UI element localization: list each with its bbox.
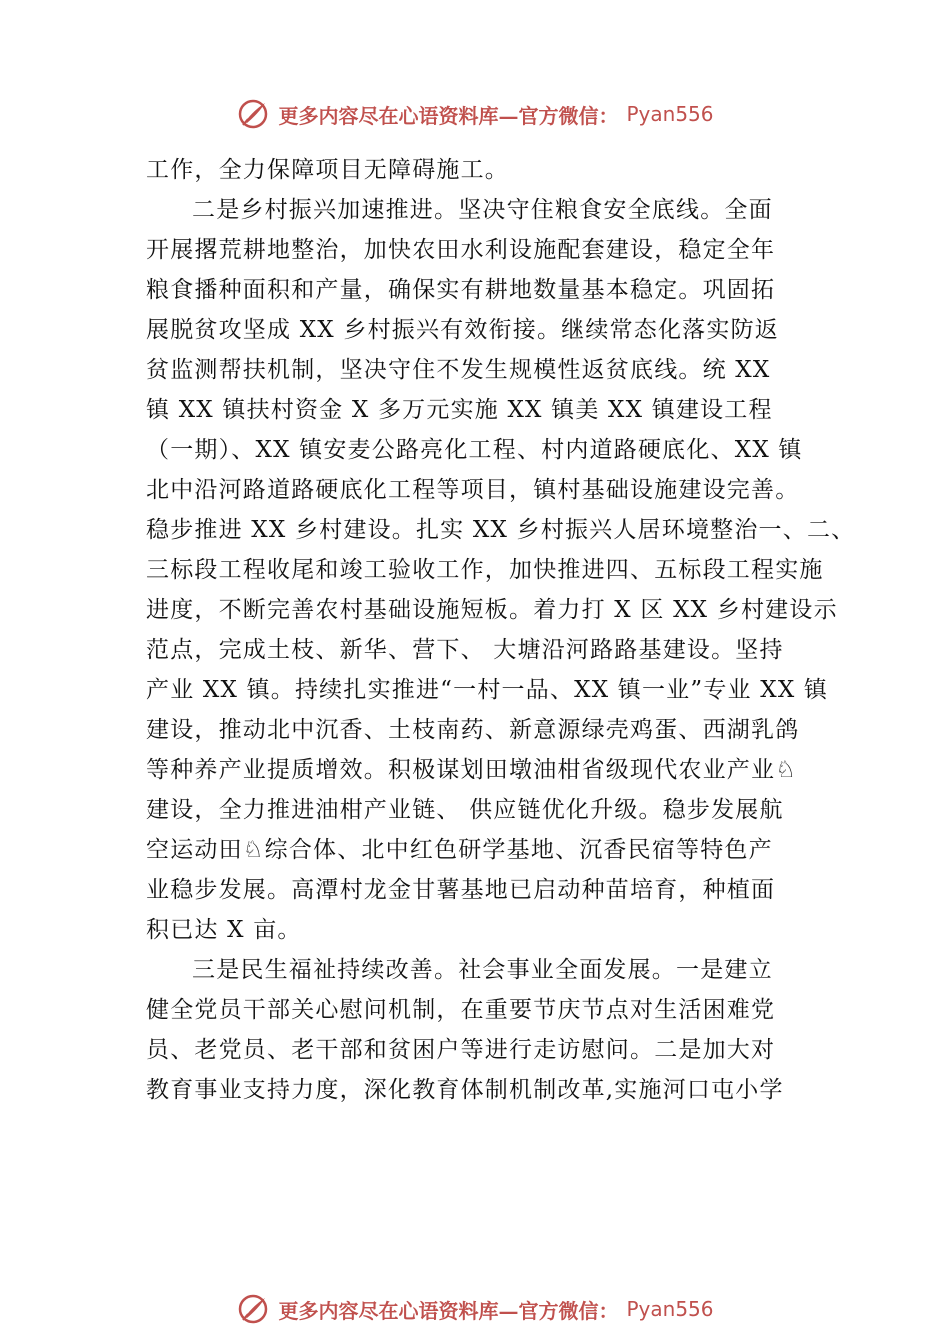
- text-line: （一期）、XX 镇安麦公路亮化工程、村内道路硬底化、XX 镇: [146, 437, 803, 463]
- text-line: 进度，不断完善农村基础设施短板。着力打 X 区 XX 乡村建设示: [146, 597, 838, 623]
- text-line: 业稳步发展。高潭村龙金甘薯基地已启动种苗培育，种植面: [146, 877, 776, 903]
- quill-seal-logo-icon: [236, 1292, 270, 1326]
- text-line: 北中沿河路道路硬底化工程等项目，镇村基础设施建设完善。: [146, 477, 800, 503]
- text-line: 积已达 X 亩。: [146, 917, 302, 943]
- watermark-contact: Pyan556: [626, 1297, 714, 1321]
- text-line: 等种养产业提质增效。积极谋划田墩油柑省级现代农业产业♘: [146, 757, 798, 783]
- paragraph-start-line: 三是民生福祉持续改善。社会事业全面发展。一是建立: [192, 957, 773, 983]
- text-line: 粮食播种面积和产量，确保实有耕地数量基本稳定。巩固拓: [146, 277, 776, 303]
- text-line: 镇 XX 镇扶村资金 X 多万元实施 XX 镇美 XX 镇建设工程: [146, 397, 773, 423]
- text-line: 范点，完成土枝、新华、营下、 大塘沿河路路基建设。坚持: [146, 637, 784, 663]
- watermark-text: 更多内容尽在心语资料库—官方微信：: [278, 103, 619, 128]
- text-line: 产业 XX 镇。持续扎实推进“一村一品、XX 镇一业”专业 XX 镇: [146, 677, 829, 703]
- paragraph-start-line: 二是乡村振兴加速推进。坚决守住粮食安全底线。全面: [192, 197, 773, 223]
- header-watermark: [0, 92, 950, 136]
- text-line: 开展撂荒耕地整治，加快农田水利设施配套建设，稳定全年: [146, 237, 776, 263]
- text-line: 健全党员干部关心慰问机制，在重要节庆节点对生活困难党: [146, 997, 776, 1023]
- text-line: 稳步推进 XX 乡村建设。扎实 XX 乡村振兴人居环境整治一、二、: [146, 517, 856, 543]
- text-line: 员、老党员、老干部和贫困户等进行走访慰问。二是加大对: [146, 1037, 776, 1063]
- text-line: 贫监测帮扶机制，坚决守住不发生规模性返贫底线。统 XX: [146, 357, 771, 383]
- text-line: 展脱贫攻坚成 XX 乡村振兴有效衔接。继续常态化落实防返: [146, 317, 779, 343]
- quill-seal-logo-icon: [236, 97, 270, 131]
- watermark-contact: Pyan556: [626, 102, 714, 126]
- text-line: 工作，全力保障项目无障碍施工。: [146, 157, 509, 183]
- text-line: 空运动田♘综合体、北中红色研学基地、沉香民宿等特色产: [146, 837, 773, 863]
- footer-watermark: [0, 1287, 950, 1331]
- text-line: 建设，推动北中沉香、土枝南药、新意源绿壳鸡蛋、西湖乳鸽: [146, 717, 800, 743]
- text-line: 建设，全力推进油柑产业链、 供应链优化升级。稳步发展航: [146, 797, 784, 823]
- text-line: 教育事业支持力度，深化教育体制机制改革,实施河口屯小学: [146, 1077, 784, 1103]
- watermark-text: 更多内容尽在心语资料库—官方微信：: [278, 1298, 619, 1323]
- document-body: [146, 150, 856, 1110]
- text-line: 三标段工程收尾和竣工验收工作，加快推进四、五标段工程实施: [146, 557, 824, 583]
